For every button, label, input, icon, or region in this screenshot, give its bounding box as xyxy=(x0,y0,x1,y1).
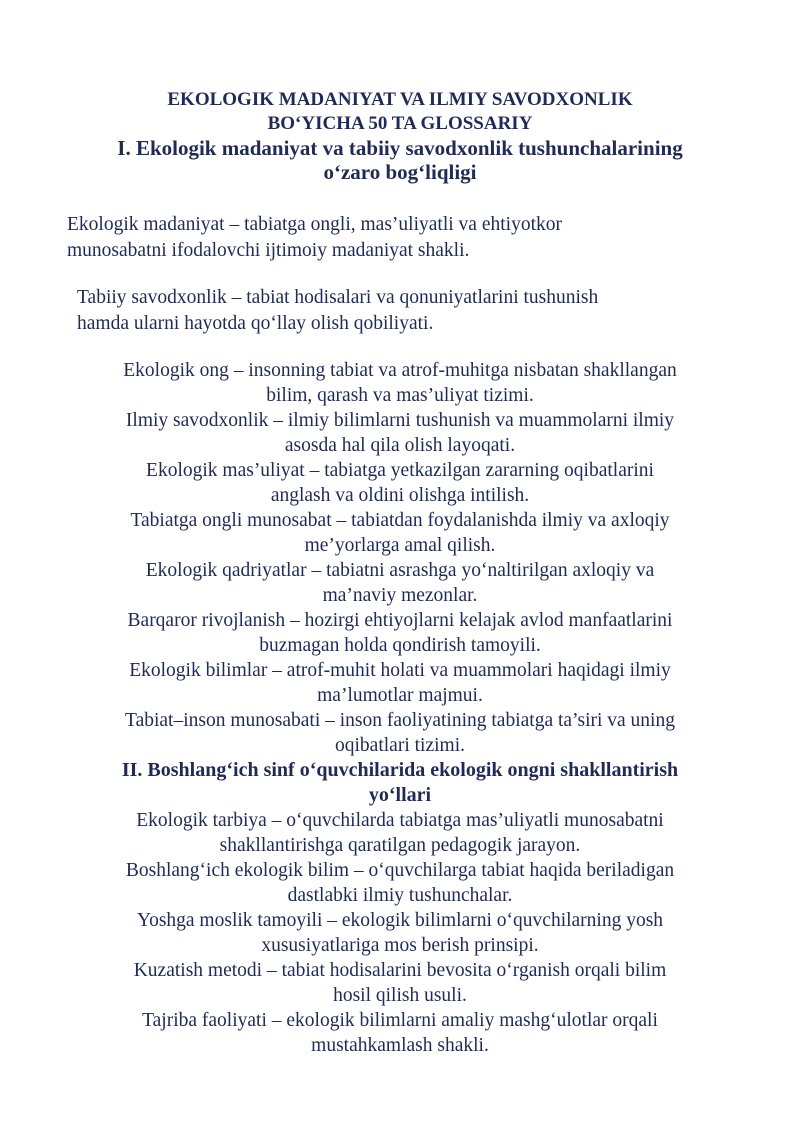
list-item: Tabiat–inson munosabati – inson faoliyatining tabiatga ta’siri va uning xyxy=(125,710,675,731)
list-item: Tajriba faoliyati – ekologik bilimlarni amaliy mashg‘ulotlar orqali xyxy=(142,1010,658,1031)
glossary-list xyxy=(0,358,800,1058)
list-item: Ekologik tarbiya – o‘quvchilarda tabiatga mas’uliyatli munosabatni xyxy=(136,810,664,831)
list-item: hosil qilish usuli. xyxy=(333,985,467,1006)
list-item: anglash va oldini olishga intilish. xyxy=(270,485,530,506)
glossary-entry-tabiiy-savodxonlik xyxy=(77,285,598,337)
glossary-entry-ekologik-madaniyat xyxy=(67,212,562,264)
section2-heading-line1: II. Boshlang‘ich sinf o‘quvchilarida ekologik ongni shakllantirish xyxy=(121,759,679,781)
section2-heading-line2: yo‘llari xyxy=(368,784,432,806)
section1-heading-line2: o‘zaro bog‘liqligi xyxy=(323,160,477,184)
list-item: Yoshga moslik tamoyili – ekologik bilimlarni o‘quvchilarning yosh xyxy=(136,910,664,931)
entry-line: hamda ularni hayotda qo‘llay olish qobiliyati. xyxy=(77,313,434,334)
list-item: ma’naviy mezonlar. xyxy=(322,585,478,606)
list-item: ma’lumotlar majmui. xyxy=(317,685,483,706)
list-item: Ekologik bilimlar – atrof-muhit holati va muammolari haqidagi ilmiy xyxy=(129,660,671,681)
entry-line: Tabiiy savodxonlik – tabiat hodisalari va qonuniyatlarini tushunish xyxy=(77,287,599,308)
list-item: Ekologik ong – insonning tabiat va atrof-muhitga nisbatan shakllangan xyxy=(123,360,677,381)
list-item: oqibatlari tizimi. xyxy=(335,735,465,756)
list-item: xususiyatlariga mos berish prinsipi. xyxy=(261,935,539,956)
list-item: Ilmiy savodxonlik – ilmiy bilimlarni tushunish va muammolarni ilmiy xyxy=(125,410,675,431)
title-block xyxy=(0,88,800,184)
entry-line: munosabatni ifodalovchi ijtimoiy madaniyat shakli. xyxy=(67,240,470,261)
list-item: Tabiatga ongli munosabat – tabiatdan foydalanishda ilmiy va axloqiy xyxy=(130,510,670,531)
section1-heading-line1: I. Ekologik madaniyat va tabiiy savodxonlik tushunchalarining xyxy=(117,136,683,160)
list-item: asosda hal qila olish layoqati. xyxy=(284,435,516,456)
entry-line: Ekologik madaniyat – tabiatga ongli, mas’uliyatli va ehtiyotkor xyxy=(67,214,562,235)
list-item: Barqaror rivojlanish – hozirgi ehtiyojlarni kelajak avlod manfaatlarini xyxy=(127,610,673,631)
list-item: Ekologik qadriyatlar – tabiatni asrashga yo‘naltirilgan axloqiy va xyxy=(145,560,655,581)
list-item: dastlabki ilmiy tushunchalar. xyxy=(287,885,513,906)
list-item: buzmagan holda qondirish tamoyili. xyxy=(259,635,541,656)
list-item: shakllantirishga qaratilgan pedagogik jarayon. xyxy=(219,835,581,856)
document-title-line1: EKOLOGIK MADANIYAT VA ILMIY SAVODXONLIK xyxy=(167,89,633,110)
list-item: Boshlang‘ich ekologik bilim – o‘quvchilarga tabiat haqida beriladigan xyxy=(125,860,675,881)
document-title-line2: BO‘YICHA 50 TA GLOSSARIY xyxy=(267,113,533,134)
list-item: Kuzatish metodi – tabiat hodisalarini bevosita o‘rganish orqali bilim xyxy=(133,960,667,981)
list-item: bilim, qarash va mas’uliyat tizimi. xyxy=(266,385,534,406)
list-item: mustahkamlash shakli. xyxy=(311,1035,489,1056)
list-item: me’yorlarga amal qilish. xyxy=(304,535,496,556)
list-item: Ekologik mas’uliyat – tabiatga yetkazilgan zararning oqibatlarini xyxy=(146,460,654,481)
